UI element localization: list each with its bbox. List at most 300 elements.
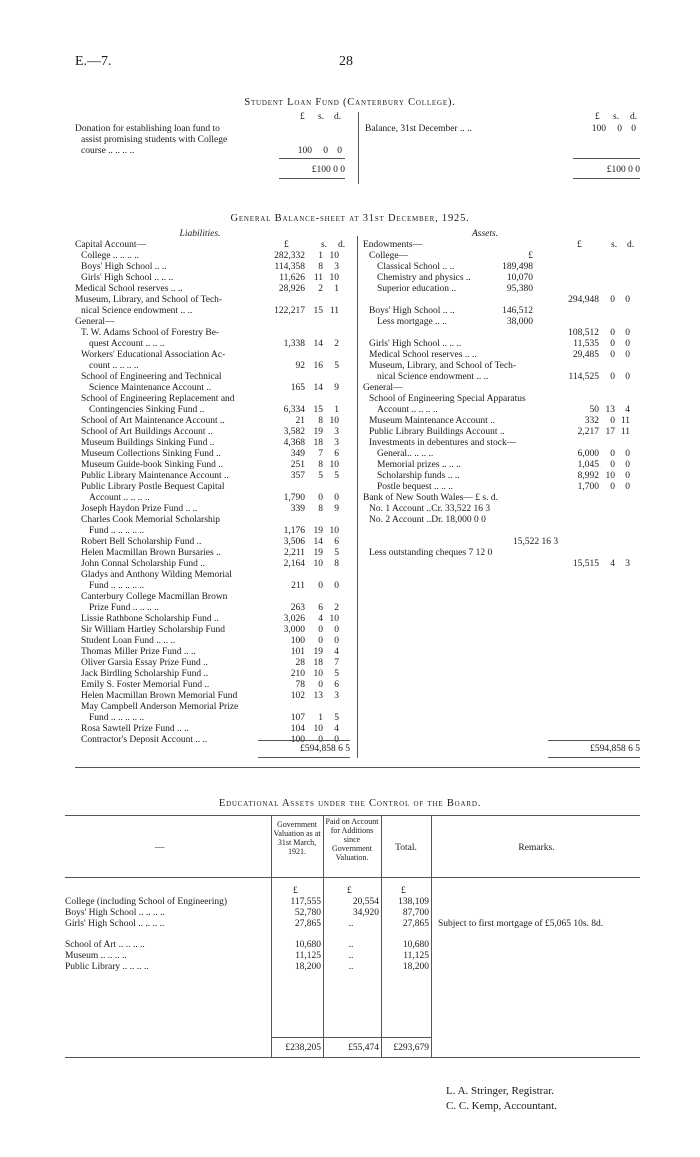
asset-label: Boys' High School .. .. [369, 306, 455, 316]
liab-row [75, 702, 350, 713]
edu-row [65, 897, 431, 908]
liab-row [75, 592, 350, 603]
liab-row [75, 372, 350, 383]
liab-row [75, 636, 350, 647]
liab-amount-shillings: 6 [318, 603, 323, 613]
liab-amount-shillings: 13 [313, 691, 323, 701]
liab-amount-pounds: 2,211 [283, 548, 305, 558]
asset-row [363, 493, 640, 504]
asset-amount-shillings: 0 [610, 460, 615, 470]
liab-amount-pence: 6 [334, 537, 339, 547]
liab-label: School of Engineering and Technical [81, 372, 222, 382]
liab-amount-shillings: 0 [318, 581, 323, 591]
liab-label: nical Science endowment .. .. [81, 306, 193, 316]
liab-row [75, 317, 350, 328]
liabilities-header: Liabilities. [179, 229, 221, 239]
liab-amount-pence: 6 [334, 680, 339, 690]
liab-amount-shillings: 14 [313, 537, 323, 547]
asset-amount-pence: 0 [625, 460, 630, 470]
assets-total: £594,858 6 5 [590, 744, 640, 754]
edu-cell-p: 34,920 [352, 908, 379, 918]
asset-row [363, 306, 640, 317]
liab-label: Sir William Hartley Scholarship Fund [81, 625, 226, 635]
liab-amount-pounds: 3,506 [283, 537, 305, 547]
asset-amount-shillings: 0 [610, 416, 615, 426]
asset-subamount: £ [528, 251, 533, 261]
asset-amount-pence: 0 [625, 482, 630, 492]
liab-amount-pounds: 251 [290, 460, 305, 470]
asset-amount-pence: 11 [620, 427, 630, 437]
liab-amount-pounds: 349 [290, 449, 305, 459]
asset-label: 15,522 16 3 [513, 537, 559, 547]
loan-left-rule2 [279, 178, 345, 179]
liab-amount-pence: 1 [334, 284, 339, 294]
liab-row [75, 548, 350, 559]
liab-amount-shillings: 15 [313, 405, 323, 415]
liab-amount-pounds: 357 [290, 471, 305, 481]
asset-label: Less outstanding cheques 7 12 0 [369, 548, 493, 558]
edu-cell-p: .. [348, 962, 354, 972]
asset-amount-pence: 0 [625, 372, 630, 382]
edu-total-total: £293,679 [393, 1043, 429, 1053]
asset-amount-pounds: 332 [584, 416, 599, 426]
edu-col-dash: — [155, 843, 165, 853]
liab-row [75, 405, 350, 416]
asset-row [363, 471, 640, 482]
liab-label: Capital Account— [75, 240, 146, 250]
liab-label: Gladys and Anthony Wilding Memorial [81, 570, 232, 580]
liab-amount-shillings: 19 [313, 647, 323, 657]
edu-cell-p: .. [348, 951, 354, 961]
liab-amount-shillings: 14 [313, 339, 323, 349]
asset-subamount: 38,000 [506, 317, 533, 327]
liab-amount-shillings: 14 [313, 383, 323, 393]
liab-label: count .. .. .. .. [89, 361, 139, 371]
liab-amount-pence: 5 [334, 669, 339, 679]
liab-label: Emily S. Foster Memorial Fund .. [81, 680, 210, 690]
edu-cell-t: 87,700 [402, 908, 429, 918]
liab-label: Fund .. .. .. .. .. [89, 713, 145, 723]
edu-row [65, 919, 431, 930]
liab-row [75, 262, 350, 273]
liab-label: Girls' High School .. .. .. [81, 273, 174, 283]
liab-amount-shillings: 0 [318, 735, 323, 745]
liab-row [75, 625, 350, 636]
asset-amount-pounds: 29,485 [572, 350, 599, 360]
asset-amount-pounds: 108,512 [568, 328, 599, 338]
liab-row [75, 361, 350, 372]
asset-label: General— [363, 383, 403, 393]
asset-row [363, 251, 640, 262]
liab-amount-pounds: 263 [290, 603, 305, 613]
edu-cell-v: 18,200 [294, 962, 321, 972]
liab-amount-pence: 9 [334, 383, 339, 393]
liab-row [75, 603, 350, 614]
liab-amount-pounds: 101 [290, 647, 305, 657]
asset-row [363, 372, 640, 383]
liab-amount-pounds: 78 [295, 680, 305, 690]
liab-amount-pence: 10 [329, 460, 339, 470]
liab-label: Robert Bell Scholarship Fund .. [81, 537, 202, 547]
liabilities-list [75, 240, 350, 746]
edu-cell-t: 18,200 [402, 962, 429, 972]
asset-amount-pounds: 8,992 [577, 471, 599, 481]
liab-amount-shillings: 19 [313, 427, 323, 437]
liab-amount-pence: 5 [334, 471, 339, 481]
liab-row [75, 273, 350, 284]
asset-row [363, 460, 640, 471]
asset-row [363, 416, 640, 427]
liab-amount-pence: 10 [329, 251, 339, 261]
liab-row [75, 240, 350, 251]
asset-amount-pence: 0 [625, 328, 630, 338]
asset-row [363, 438, 640, 449]
edu-cell-t: 10,680 [402, 940, 429, 950]
edu-col-total: Total. [395, 843, 417, 853]
liab-label: Rosa Sawtell Prize Fund .. .. [81, 724, 189, 734]
liab-amount-pounds: 1,338 [283, 339, 305, 349]
edu-cell-v: 117,555 [290, 897, 321, 907]
liab-amount-pence: 2 [334, 603, 339, 613]
edu-cell-label: Boys' High School .. .. .. .. [65, 908, 165, 918]
liab-label: T. W. Adams School of Forestry Be- [81, 328, 220, 338]
liab-amount-pence: 0 [334, 735, 339, 745]
asset-label: Bank of New South Wales— £ s. d. [363, 493, 498, 503]
edu-row [65, 962, 431, 973]
liab-amount-pounds: 3,582 [283, 427, 305, 437]
liab-label: Charles Cook Memorial Scholarship [81, 515, 221, 525]
liab-amount-pence: 10 [329, 416, 339, 426]
liab-amount-pence: 10 [329, 614, 339, 624]
liab-label: Boys' High School .. .. [81, 262, 167, 272]
liab-amount-shillings: 1 [318, 713, 323, 723]
liab-amount-pounds: 2,164 [283, 559, 305, 569]
liab-amount-pounds: 122,217 [274, 306, 305, 316]
edu-cell-v: 10,680 [294, 940, 321, 950]
liab-amount-pence: 10 [329, 526, 339, 536]
liab-amount-shillings: 15 [313, 306, 323, 316]
edu-title: Educational Assets under the Control of the Board. [218, 798, 482, 809]
page-id: E.—7. [75, 54, 112, 69]
liab-total-rule2 [258, 757, 350, 758]
edu-col-valuation: Government Valuation as at 31st March, 1921. [273, 820, 321, 856]
liab-row [75, 482, 350, 493]
liab-amount-shillings: 5 [318, 471, 323, 481]
liab-row [75, 515, 350, 526]
liab-amount-shillings: 8 [318, 416, 323, 426]
liab-label: Public Library Postle Bequest Capital [81, 482, 225, 492]
liab-label: Oliver Garsia Essay Prize Fund .. [81, 658, 208, 668]
asset-amount-shillings: 0 [610, 482, 615, 492]
asset-label: Chemistry and physics .. [377, 273, 471, 283]
liab-amount-pounds: 11,626 [279, 273, 305, 283]
asset-label: Classical School .. .. [377, 262, 455, 272]
asset-label: Girls' High School .. .. .. [369, 339, 462, 349]
asset-row [363, 361, 640, 372]
asset-row [363, 339, 640, 350]
liab-amount-pence: 3 [334, 691, 339, 701]
liab-amount-shillings: 1 [318, 251, 323, 261]
asset-amount-pence: 0 [625, 471, 630, 481]
liab-amount-pence: 5 [334, 361, 339, 371]
asset-label: Investments in debentures and stock— [369, 438, 517, 448]
asset-row [363, 482, 640, 493]
liab-amount-shillings: 2 [318, 284, 323, 294]
liab-row [75, 449, 350, 460]
asset-row [363, 548, 640, 559]
asset-row [363, 504, 640, 515]
asset-amount-pounds: 1,045 [577, 460, 599, 470]
liab-total-rule [258, 740, 350, 741]
liab-amount-pence: 3 [334, 262, 339, 272]
edu-row [65, 908, 431, 919]
asset-subamount: 10,070 [506, 273, 533, 283]
assets-header: Assets. [471, 229, 499, 239]
asset-amount-shillings: 17 [605, 427, 615, 437]
liab-row [75, 306, 350, 317]
edu-col-paid: Paid on Account for Additions since Government Valuation. [325, 817, 379, 862]
asset-row [363, 284, 640, 295]
liab-label: Lissie Rathbone Scholarship Fund .. [81, 614, 219, 624]
asset-amount-shillings: 0 [610, 328, 615, 338]
asset-amount-pounds: 114,525 [568, 372, 599, 382]
liab-amount-pence: 11 [329, 306, 339, 316]
liab-row [75, 724, 350, 735]
asset-subamount: 95,380 [506, 284, 533, 294]
liab-label: Workers' Educational Association Ac- [81, 350, 226, 360]
asset-amount-pence: 0 [625, 449, 630, 459]
liab-amount-pounds: 21 [295, 416, 305, 426]
edu-cell-label: Public Library .. .. .. .. [65, 962, 149, 972]
asset-label: Museum Maintenance Account .. [369, 416, 495, 426]
liab-label: School of Art Buildings Account .. [81, 427, 213, 437]
liab-label: College .. .. .. .. [81, 251, 140, 261]
asset-row [363, 559, 640, 570]
liab-row [75, 328, 350, 339]
liab-row [75, 504, 350, 515]
asset-row [363, 295, 640, 306]
loan-left-total: £100 0 0 [311, 165, 345, 175]
liab-amount-pence: 6 [334, 449, 339, 459]
liab-row [75, 713, 350, 724]
liab-amount-shillings: 0 [318, 625, 323, 635]
edu-row [65, 940, 431, 951]
liab-row [75, 559, 350, 570]
asset-label: College— [369, 251, 409, 261]
liab-amount-shillings: 4 [318, 614, 323, 624]
liab-label: Fund .. .. .. .. .. [89, 581, 145, 591]
liab-row [75, 680, 350, 691]
liab-label: John Connal Scholarship Fund .. [81, 559, 206, 569]
loan-table: £ s. d. Donation for establishing loan fund to assist promising students with College course .. .. .. .. 100 0 0 £100 0 0 £ s. d. Balance, 31st December .. .. 100 0 0 £100 0 0 [75, 112, 640, 187]
edu-cell-label: Museum .. .. .. .. [65, 951, 127, 961]
liab-amount-pence: 5 [334, 713, 339, 723]
liab-amount-pounds: 1,176 [283, 526, 305, 536]
asset-label: Memorial prizes .. .. .. [377, 460, 461, 470]
loan-title: Student Loan Fund (Canterbury College). [244, 97, 456, 108]
asset-amount-pence: 0 [625, 339, 630, 349]
liab-amount-pence: 5 [334, 548, 339, 558]
liab-amount-pounds: 339 [290, 504, 305, 514]
asset-amount-pounds: 1,700 [577, 482, 599, 492]
asset-label: Scholarship funds .. .. [377, 471, 460, 481]
loan-divider [358, 112, 359, 184]
asset-row [363, 317, 640, 328]
liab-amount-pence: 3 [334, 438, 339, 448]
edu-cell-p: .. [348, 919, 354, 929]
assets-total-rule [548, 740, 640, 741]
liab-amount-shillings: 18 [313, 658, 323, 668]
asset-label: Postle bequest .. .. .. [377, 482, 453, 492]
liab-row [75, 537, 350, 548]
liab-label: Museum, Library, and School of Tech- [75, 295, 223, 305]
liab-label: Museum Buildings Sinking Fund .. [81, 438, 215, 448]
signature-accountant: C. C. Kemp, Accountant. [446, 1100, 557, 1112]
page-number: 28 [339, 54, 353, 69]
liab-amount-shillings: 10 [313, 559, 323, 569]
liab-amount-shillings: 0 [318, 680, 323, 690]
liab-amount-pence: 9 [334, 504, 339, 514]
liab-amount-shillings: 8 [318, 504, 323, 514]
asset-row [363, 515, 640, 526]
edu-cell-v: 52,780 [294, 908, 321, 918]
liab-amount-pounds: 102 [290, 691, 305, 701]
liab-row [75, 460, 350, 471]
asset-amount-pounds: 11,535 [573, 339, 599, 349]
asset-amount-pounds: 15,515 [572, 559, 599, 569]
asset-row [363, 273, 640, 284]
liab-amount-pounds: 165 [290, 383, 305, 393]
liab-label: Thomas Miller Prize Fund .. .. [81, 647, 196, 657]
liab-row [75, 295, 350, 306]
liab-row [75, 526, 350, 537]
liab-amount-shillings: 0 [318, 493, 323, 503]
liab-amount-pounds: 28 [295, 658, 305, 668]
liab-label: Canterbury College Macmillan Brown [81, 592, 228, 602]
signature-registrar: L. A. Stringer, Registrar. [446, 1085, 555, 1097]
assets-list [363, 240, 640, 570]
liab-amount-pounds: 104 [290, 724, 305, 734]
asset-label: School of Engineering Special Apparatus [369, 394, 526, 404]
liab-amount-pence: 0 [334, 625, 339, 635]
asset-amount-pence: 3 [625, 559, 630, 569]
asset-amount-shillings: 10 [605, 471, 615, 481]
asset-amount-pounds: 294,948 [568, 295, 599, 305]
asset-amount-shillings: 4 [610, 559, 615, 569]
liab-row [75, 284, 350, 295]
edu-cell-v: 27,865 [294, 919, 321, 929]
liab-row [75, 691, 350, 702]
liab-label: Prize Fund .. .. .. .. [89, 603, 159, 613]
liab-row [75, 493, 350, 504]
edu-cell-p: 20,554 [352, 897, 379, 907]
liab-amount-shillings: 0 [318, 636, 323, 646]
liab-amount-pounds: 100 [290, 735, 305, 745]
asset-amount-pence: 0 [625, 350, 630, 360]
liab-amount-pence: 2 [334, 339, 339, 349]
edu-col-remarks: Remarks. [518, 843, 555, 853]
asset-label: Account .. .. .. .. [377, 405, 438, 415]
asset-amount-shillings: 0 [610, 339, 615, 349]
liab-label: Medical School reserves .. .. [75, 284, 183, 294]
asset-amount-shillings: 0 [610, 449, 615, 459]
asset-amount-pounds: 2,217 [577, 427, 599, 437]
asset-row [363, 328, 640, 339]
liab-amount-pounds: 107 [290, 713, 305, 723]
edu-cell-label: College (including School of Engineering) [65, 897, 227, 907]
asset-label: Less mortgage .. .. [377, 317, 447, 327]
edu-cell-v: 11,125 [295, 951, 321, 961]
liab-row [75, 658, 350, 669]
liab-label: quest Account .. .. .. [89, 339, 165, 349]
edu-total-valuation: £238,205 [285, 1043, 321, 1053]
liab-row [75, 416, 350, 427]
loan-right-total: £100 0 0 [606, 165, 640, 175]
liab-amount-pounds: 4,368 [283, 438, 305, 448]
liab-label: School of Art Maintenance Account .. [81, 416, 225, 426]
edu-remark: Subject to first mortgage of £5,065 10s. 8d. [438, 919, 604, 929]
asset-amount-pence: 4 [625, 405, 630, 415]
liab-amount-pence: 4 [334, 724, 339, 734]
liab-amount-pence: 3 [334, 427, 339, 437]
edu-cell-p: .. [348, 940, 354, 950]
liab-row [75, 394, 350, 405]
liab-amount-pounds: 3,000 [283, 625, 305, 635]
edu-cell-label: Girls' High School .. .. .. .. [65, 919, 165, 929]
asset-label: Public Library Buildings Account .. [369, 427, 505, 437]
asset-row [363, 350, 640, 361]
liab-amount-pence: 0 [334, 493, 339, 503]
asset-row [363, 240, 640, 251]
liab-label: Student Loan Fund .. .. .. [81, 636, 176, 646]
asset-label: nical Science endowment .. .. [377, 372, 489, 382]
liab-amount-pounds: 92 [295, 361, 305, 371]
liab-amount-pence: 4 [334, 647, 339, 657]
asset-amount-shillings: 0 [610, 295, 615, 305]
section-rule [75, 767, 640, 768]
liab-label: Contingencies Sinking Fund .. [89, 405, 205, 415]
asset-label: General.. .. .. .. [377, 449, 434, 459]
liab-amount-pounds: 114,358 [274, 262, 305, 272]
liab-label: Public Library Maintenance Account .. [81, 471, 229, 481]
liab-amount-pounds: 100 [290, 636, 305, 646]
assets-total-rule2 [548, 757, 640, 758]
liab-amount-shillings: 16 [313, 361, 323, 371]
liab-amount-shillings: 19 [313, 548, 323, 558]
liab-label: Account .. .. .. .. [89, 493, 150, 503]
edu-cell-t: 138,109 [398, 897, 429, 907]
liab-amount-shillings: 11 [313, 273, 323, 283]
loan-right-rule2 [573, 178, 640, 179]
asset-row [363, 394, 640, 405]
asset-amount-shillings: 0 [610, 350, 615, 360]
liab-row [75, 350, 350, 361]
liab-label: Contractor's Deposit Account .. .. [81, 735, 208, 745]
edu-rows [65, 897, 431, 973]
asset-label: No. 2 Account ..Dr. 18,000 0 0 [369, 515, 486, 525]
liab-row [75, 251, 350, 262]
liab-amount-pence: 0 [334, 636, 339, 646]
liab-row [75, 581, 350, 592]
liab-amount-shillings: 19 [313, 526, 323, 536]
liab-row [75, 383, 350, 394]
liab-row [75, 614, 350, 625]
liab-amount-pounds: 3,026 [283, 614, 305, 624]
edu-table: — Government Valuation as at 31st March, 1921. Paid on Account for Additions since Government Valuation. Total. Remarks. £ £ £ College (including School of Engineering) 117,555 20,554 138,109 Boys' High School .. .. .. .. 52,780 34,920 87,700 Girls' High School .. .. .. .. 27,865 .. 27,865 School of Art .. .. .. .. 10,680 .. 10,680 Museum .. .. .. .. 11,125 .. 11,125 Public Library .. .. .. .. 18,200 .. 18,200 Subject to first mortgage of £5,065 10s. 8d. £238,205 £55,474 £293,679 [65, 815, 640, 1115]
liab-label: Jack Birdling Scholarship Fund .. [81, 669, 209, 679]
liab-amount-shillings: 10 [313, 669, 323, 679]
liab-label: Joseph Haydon Prize Fund .. .. [81, 504, 198, 514]
